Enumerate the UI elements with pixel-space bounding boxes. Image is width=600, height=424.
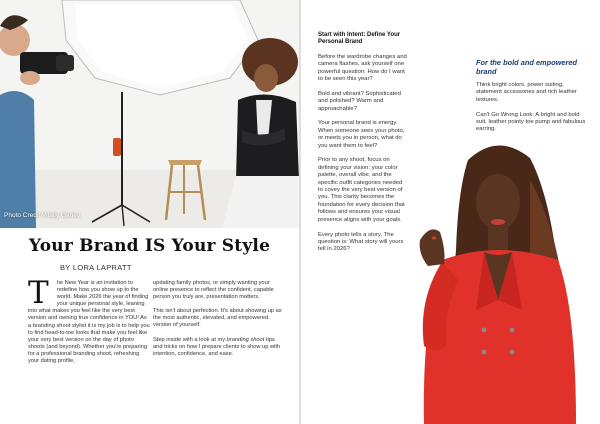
body-column-1 [28, 275, 150, 372]
body-paragraph: This isn't about perfection. It's about showing up as the most authentic, elevated, and empowered version of yourself. [153, 308, 282, 329]
body-text: he New Year is an invitation to redefine how you show up to the world. Make 2026 the year of finding your unique personal style, leaning into what makes you feel like the very best version and owning true confidence in YOU! As a branding shoot stylist it is my job is to help you to find head-to-toe looks that make you feel like your very best version on the day of photo shoots (and beyond). Whether you're preparing for a professional branding shoot, refreshing your dating profile, [28, 280, 150, 365]
body-paragraph: Bold and vibrant? Sophisticated and polished? Warm and approachable? [318, 90, 401, 112]
page-gutter [299, 0, 301, 424]
body-paragraph: updating family photos, or simply wanting your online presence to reflect the confident, capable person you truly are, presentation matters. [153, 280, 274, 301]
photo-studio-shoot [0, 0, 299, 228]
body-paragraph: Every photo tells a story. The question is: What story will yours tell in 2026? [318, 231, 404, 253]
sidebar-paragraph: Can't Go Wrong Look: A bright and bold suit, leather pointy toe pump and fabulous earring. [476, 111, 586, 133]
style-sidebar [476, 58, 586, 141]
body-paragraph: Before the wardrobe changes and camera flashes, ask yourself one powerful question: How do I want to be seen this year? [318, 53, 407, 83]
body-paragraph [153, 337, 283, 358]
body-text: tips and tricks on how I prepare clients to show up with intention, confidence, and ease. [153, 336, 281, 357]
body-text: Step inside with a look at my [153, 336, 227, 343]
photo-credit: Photo Credit Vitaliy Gariev [4, 212, 81, 219]
article-headline: Your Brand IS Your Style [28, 236, 271, 256]
article-byline: BY LORA LAPRATT [60, 263, 132, 272]
sidebar-heading: For the bold and empowered brand [476, 58, 578, 76]
photo-red-blazer-model [380, 140, 600, 424]
body-column-2 [153, 280, 283, 365]
model-photo-illustration [380, 140, 600, 424]
drop-cap: T [28, 275, 49, 311]
body-paragraph: Your personal brand is energy. When someone sees your photo, or meets you in person, what do you want them to feel? [318, 120, 405, 149]
emphasis-text: branding shoot [226, 336, 265, 343]
section-heading: Start with Intent: Define Your Personal Brand [318, 32, 401, 46]
body-paragraph: Prior to any shoot, focus on defining your vision: your color palette, overall vibe, and the specific outfit categories needed to covey the very best version of you. This clarity becomes the foundation for every decision that follows and ensures your visual presence aligns with your goals. [318, 157, 405, 223]
body-paragraph [28, 275, 150, 365]
studio-photo-illustration [0, 0, 299, 228]
sidebar-paragraph: Think bright colors, power suiting, statement accessories and rich leather textures. [476, 82, 577, 103]
right-text-column [318, 32, 408, 261]
